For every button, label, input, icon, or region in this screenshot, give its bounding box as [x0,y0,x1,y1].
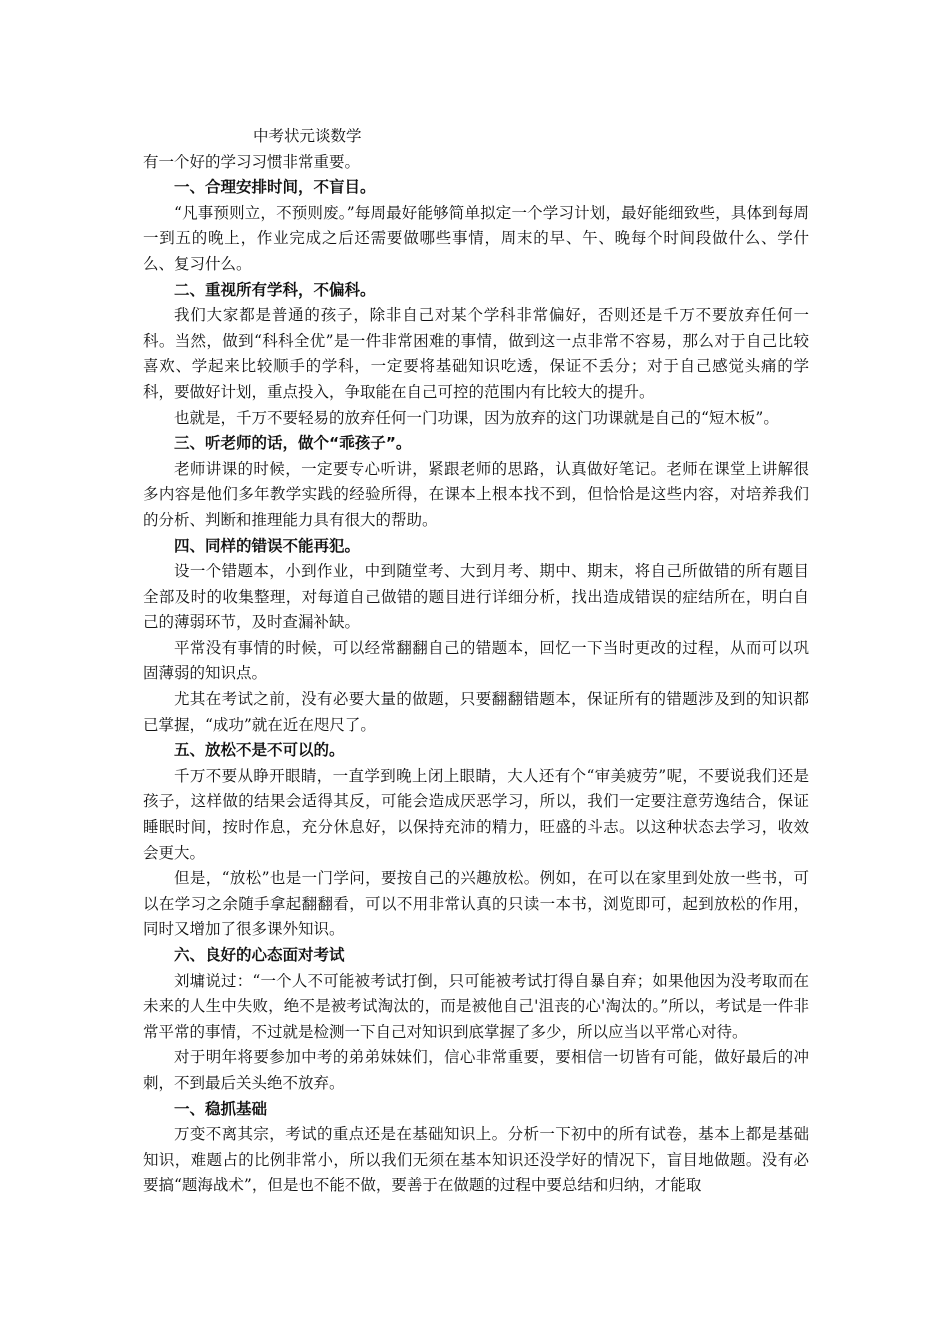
paragraph: “凡事预则立，不预则废。”每周最好能够简单拟定一个学习计划，最好能细致些，具体到每周一到五的晚上，作业完成之后还需要做哪些事情，周末的早、午、晚每个时间段做什么、学什么、复习什么。 [143,203,809,273]
section-heading-4: 四、同样的错误不能再犯。 [174,536,361,555]
paragraph: 但是，“放松”也是一门学问，要按自己的兴趣放松。例如，在可以在家里到处放一些书，可以在学习之余随手拿起翻翻看，可以不用非常认真的只读一本书，浏览即可，起到放松的作用，同时又增加了很多课外知识。 [143,869,809,939]
paragraph: 尤其在考试之前，没有必要大量的做题，只要翻翻错题本，保证所有的错题涉及到的知识都已掌握，“成功”就在近在咫尺了。 [143,690,809,734]
section-heading-1: 一、合理安排时间，不盲目。 [174,178,376,197]
paragraph: 平常没有事情的时候，可以经常翻翻自己的错题本，回忆一下当时更改的过程，从而可以巩固薄弱的知识点。 [143,638,809,683]
intro-line: 有一个好的学习习惯非常重要。 [143,152,361,171]
section-heading-2: 二、重视所有学科，不偏科。 [174,280,376,299]
section-heading-6: 六、良好的心态面对考试 [174,946,345,964]
paragraph: 对于明年将要参加中考的弟弟妹妹们，信心非常重要，要相信一切皆有可能，做好最后的冲刺，不到最后关头绝不放弃。 [143,1048,809,1092]
document-page [143,124,809,1199]
paragraph: 老师讲课的时候，一定要专心听讲，紧跟老师的思路，认真做好笔记。老师在课堂上讲解很多内容是他们多年教学实践的经验所得，在课本上根本找不到，但恰恰是这些内容，对培养我们的分析、判断和推理能力具有很大的帮助。 [143,459,809,529]
section-heading-math-1: 一、稳抓基础 [174,1099,268,1118]
paragraph: 我们大家都是普通的孩子，除非自己对某个学科非常偏好，否则还是千万不要放弃任何一科。当然，做到“科科全优”是一件非常困难的事情，做到这一点非常不容易，那么对于自己比较喜欢、学起来比较顺手的学科，一定要将基础知识吃透，保证不丢分；对于自己感觉头痛的学科，要做好计划，重点投入，争取能在自己可控的范围内有比较大的提升。 [143,306,809,401]
paragraph: 刘墉说过：“一个人不可能被考试打倒，只可能被考试打得自暴自弃；如果他因为没考取而在未来的人生中失败，绝不是被考试淘汰的，而是被他自己'沮丧的心'淘汰的。”所以，考试是一件非常平常的事情，不过就是检测一下自己对知识到底掌握了多少，所以应当以平常心对待。 [143,971,809,1041]
section-heading-5: 五、放松不是不可以的。 [174,741,345,760]
document-title: 中考状元谈数学 [253,127,362,145]
section-heading-3: 三、听老师的话，做个“乖孩子”。 [174,434,412,453]
paragraph: 也就是，千万不要轻易的放弃任何一门功课，因为放弃的这门功课就是自己的“短木板”。 [174,408,779,427]
paragraph: 千万不要从睁开眼睛，一直学到晚上闭上眼睛，大人还有个“审美疲劳”呢，不要说我们还是孩子，这样做的结果会适得其反，可能会造成厌恶学习，所以，我们一定要注意劳逸结合，保证睡眠时间，按时作息，充分休息好，以保持充沛的精力，旺盛的斗志。以这种状态去学习，收效会更大。 [143,766,809,862]
paragraph: 万变不离其宗，考试的重点还是在基础知识上。分析一下初中的所有试卷，基本上都是基础知识，难题占的比例非常小，所以我们无须在基本知识还没学好的情况下，盲目地做题。没有必要搞“题海战术”，但是也不能不做，要善于在做题的过程中要总结和归纳，才能取 [143,1125,809,1195]
paragraph: 设一个错题本，小到作业，中到随堂考、大到月考、期中、期末，将自己所做错的所有题目全部及时的收集整理，对每道自己做错的题目进行详细分析，找出造成错误的症结所在，明白自己的薄弱环节，及时查漏补缺。 [143,562,809,632]
